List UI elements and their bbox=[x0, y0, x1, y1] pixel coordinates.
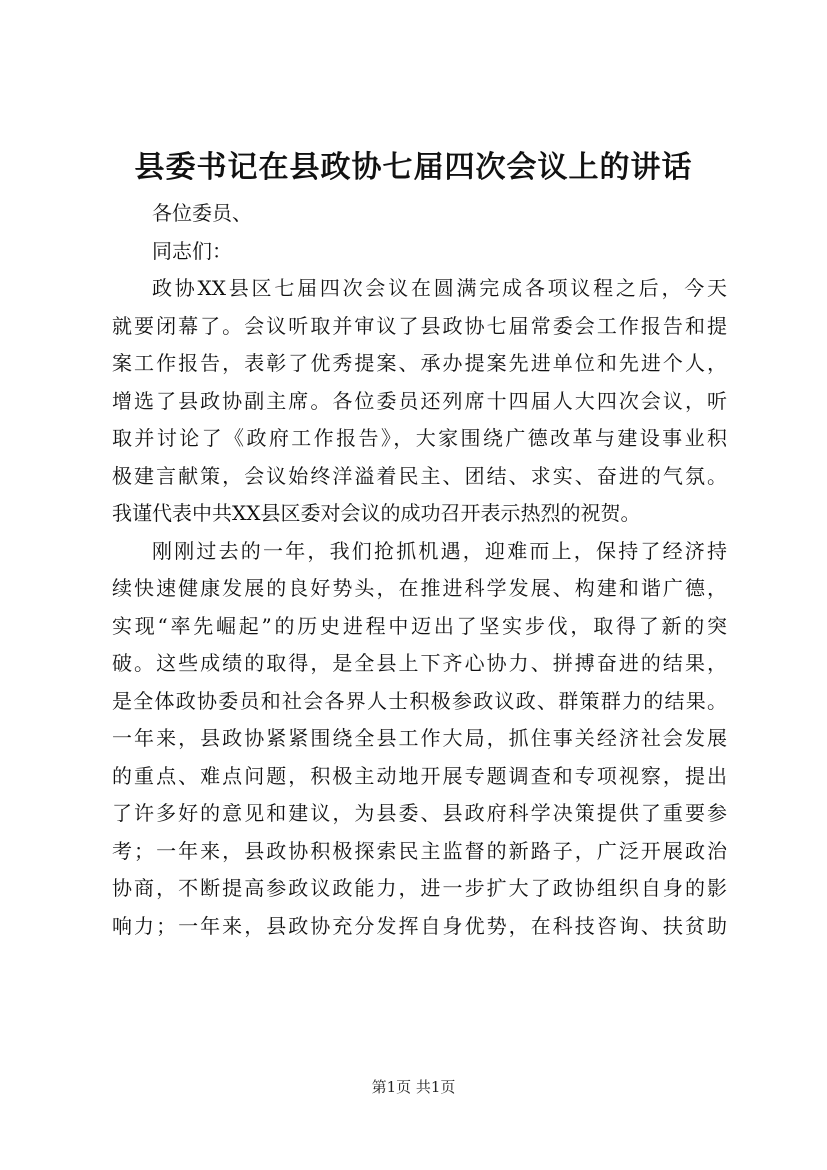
paragraph-line: 实现“率先崛起”的历史进程中迈出了坚实步伐，取得了新的突 bbox=[112, 613, 727, 638]
paragraph-line: 考；一年来，县政协积极探索民主监督的新路子，广泛开展政治 bbox=[112, 838, 727, 863]
paragraph-line: 我谨代表中共XX县区委对会议的成功召开表示热烈的祝贺。 bbox=[112, 501, 641, 525]
paragraph-line: 是全体政协委员和社会各界人士积极参政议政、群策群力的结果。 bbox=[112, 688, 727, 713]
salutation-line: 同志们： bbox=[152, 238, 232, 263]
paragraph-line: 破。这些成绩的取得，是全县上下齐心协力、拼搏奋进的结果， bbox=[112, 651, 727, 675]
paragraph-line: 一年来，县政协紧紧围绕全县工作大局，抓住事关经济社会发展 bbox=[112, 726, 727, 750]
paragraph-line: 的重点、难点问题，积极主动地开展专题调查和专项视察，提出 bbox=[112, 763, 727, 788]
paragraph-line: 刚刚过去的一年，我们抢抓机遇，迎难而上，保持了经济持 bbox=[152, 538, 727, 563]
paragraph-line: 协商，不断提高参政议政能力，进一步扩大了政协组织自身的影 bbox=[112, 876, 727, 900]
page-footer: 第1页 共1页 bbox=[371, 1078, 456, 1096]
salutation-line: 各位委员、 bbox=[152, 201, 252, 225]
paragraph-line: 取并讨论了《政府工作报告》，大家围绕广德改革与建设事业积 bbox=[112, 426, 727, 450]
paragraph-line: 极建言献策，会议始终洋溢着民主、团结、求实、奋进的气氛。 bbox=[112, 463, 727, 488]
paragraph-line: 政协XX县区七届四次会议在圆满完成各项议程之后，今天 bbox=[152, 276, 727, 300]
document-body bbox=[112, 195, 727, 945]
paragraph-line: 就要闭幕了。会议听取并审议了县政协七届常委会工作报告和提 bbox=[112, 313, 727, 338]
document-title: 县委书记在县政协七届四次会议上的讲话 bbox=[134, 150, 693, 185]
paragraph-line: 响力；一年来，县政协充分发挥自身优势，在科技咨询、扶贫助 bbox=[112, 913, 727, 938]
paragraph-line: 续快速健康发展的良好势头，在推进科学发展、构建和谐广德， bbox=[112, 576, 727, 600]
paragraph-line: 了许多好的意见和建议，为县委、县政府科学决策提供了重要参 bbox=[112, 801, 727, 825]
paragraph-line: 案工作报告，表彰了优秀提案、承办提案先进单位和先进个人， bbox=[112, 351, 727, 375]
paragraph-line: 增选了县政协副主席。各位委员还列席十四届人大四次会议，听 bbox=[112, 388, 727, 413]
